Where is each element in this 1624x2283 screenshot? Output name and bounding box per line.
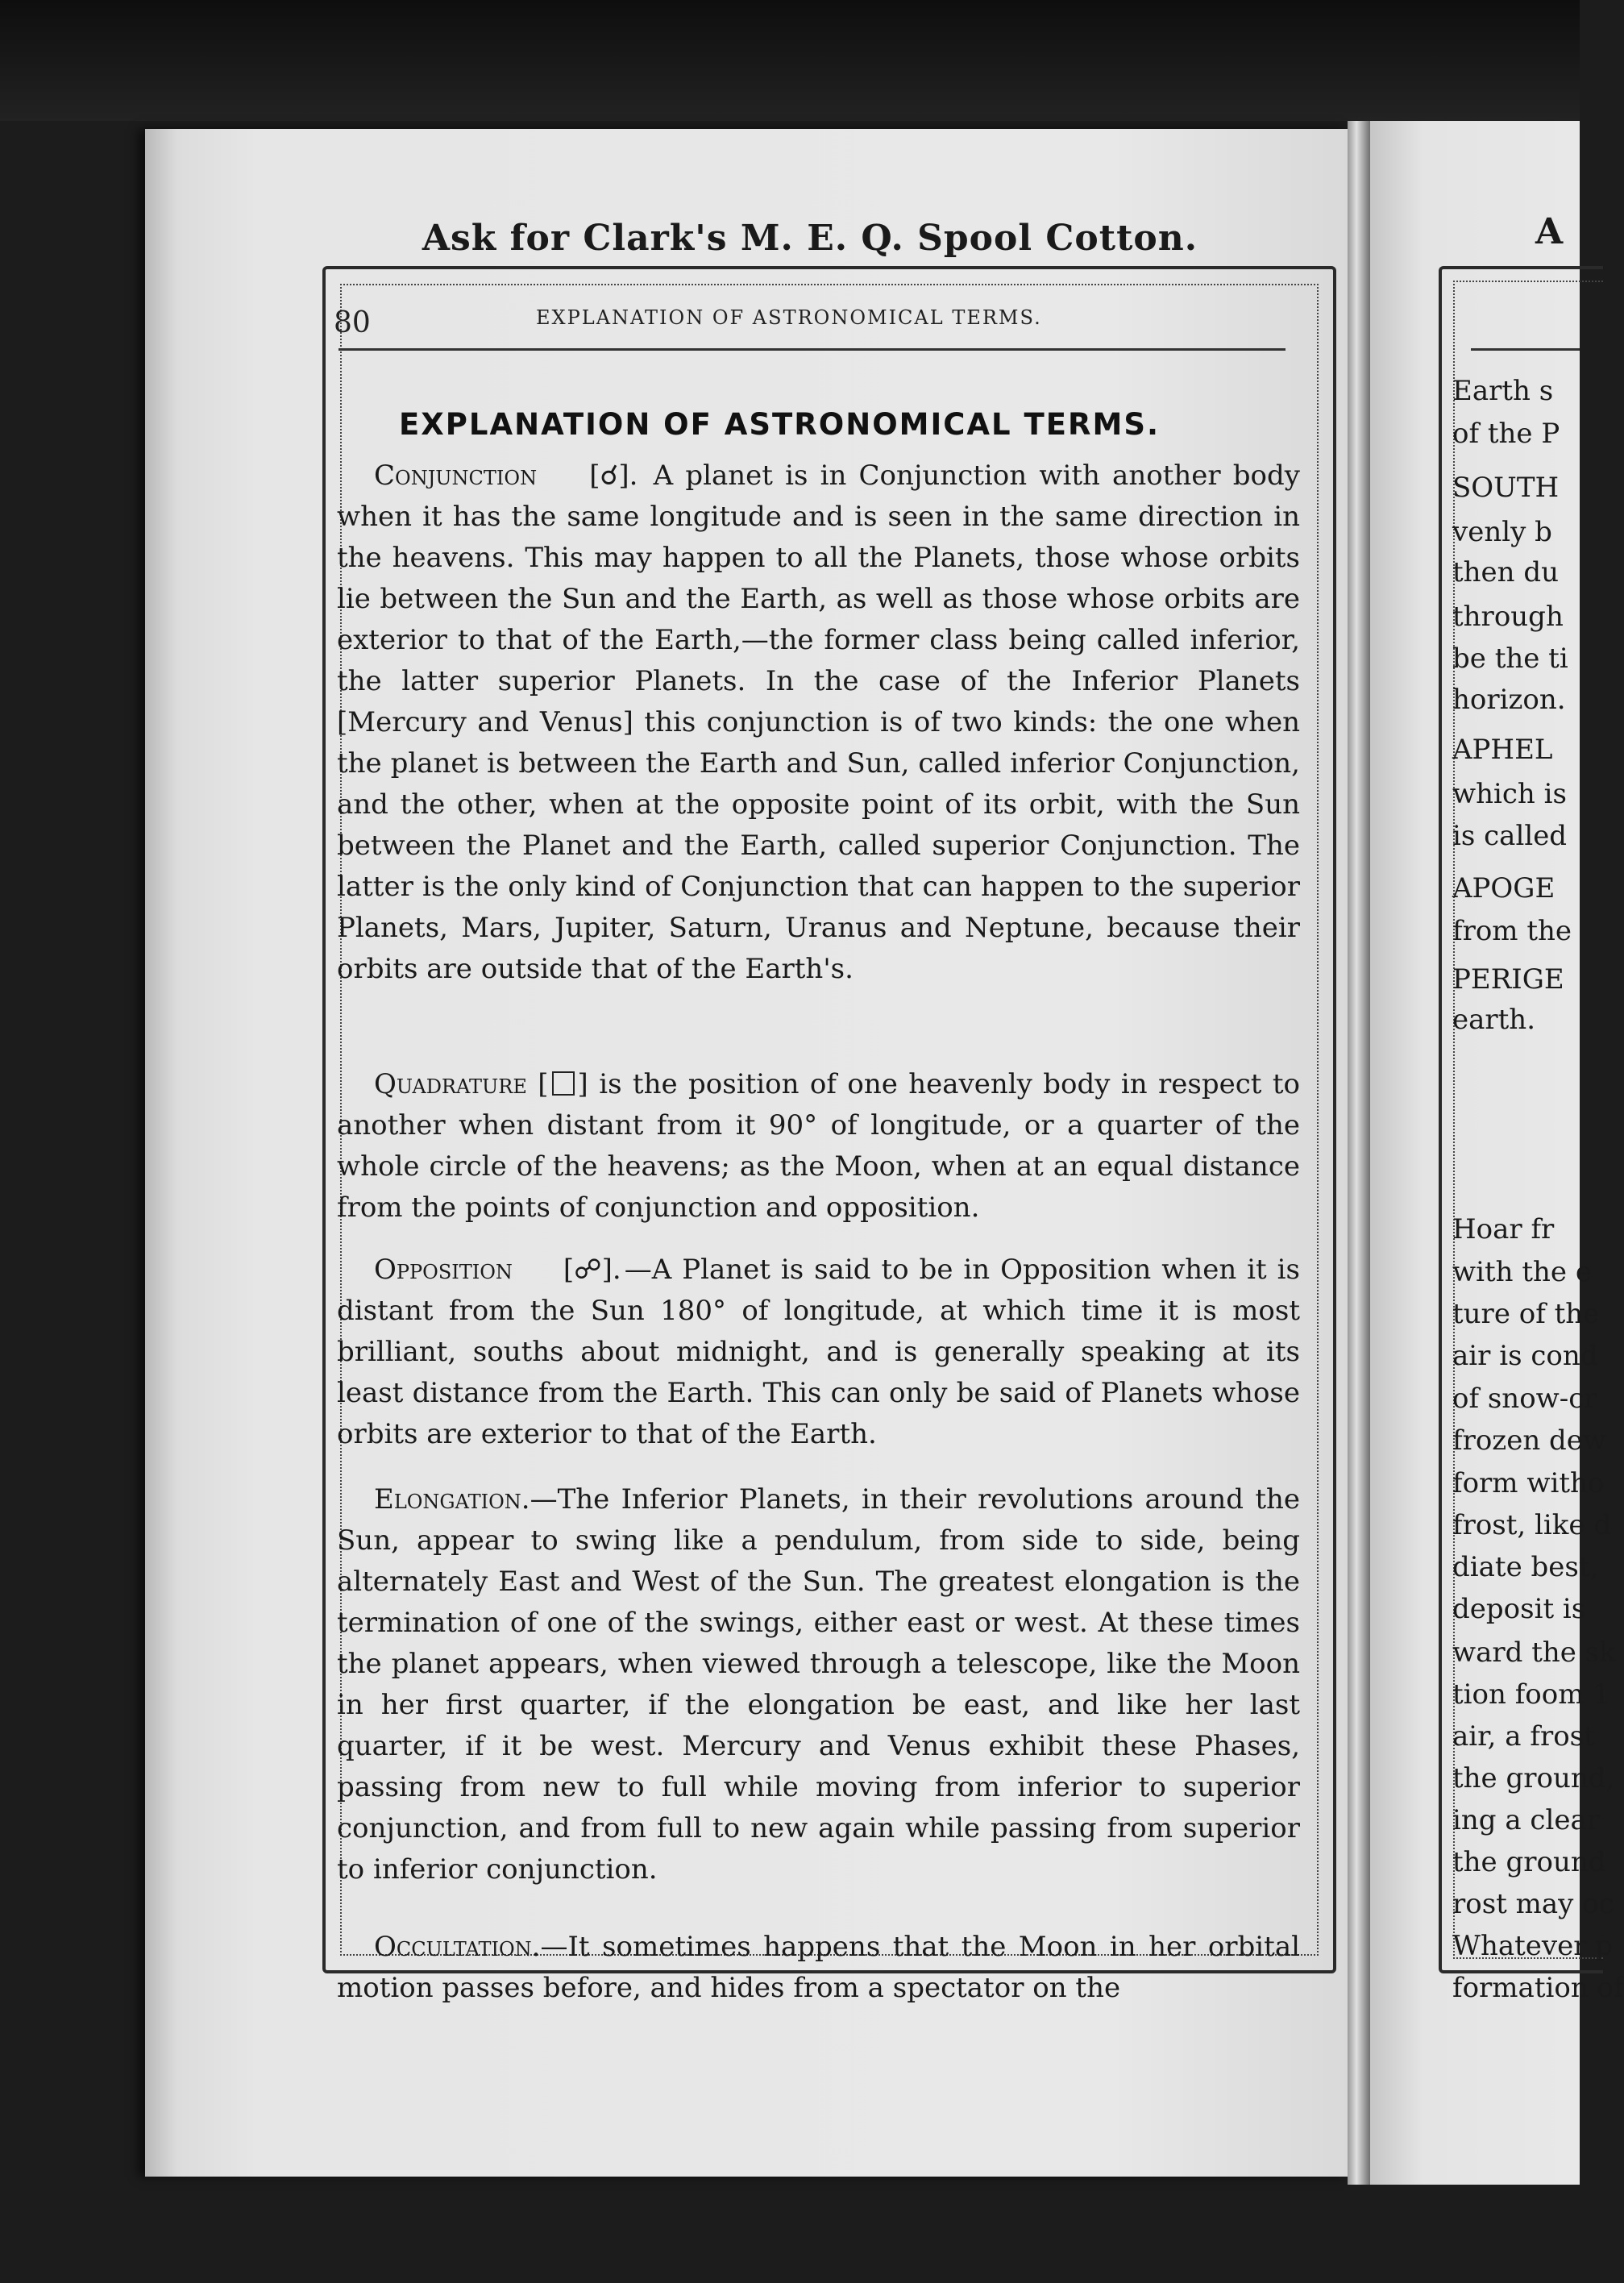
right-page-rule (1471, 348, 1580, 351)
right-page-line: Hoar fr (1452, 1213, 1555, 1245)
right-page-line: tion foom 1 (1452, 1678, 1610, 1711)
bracket-close: ] (577, 1068, 588, 1100)
advertisement-header: Ask for Clark's M. E. Q. Spool Cotton. (422, 218, 1198, 259)
right-page-line: Whatever p (1452, 1930, 1614, 1962)
right-page-line: be the ti (1452, 642, 1568, 675)
term-conjunction: Conjunction (374, 460, 538, 492)
paragraph-quadrature (337, 1064, 1300, 1229)
bracket-open: [ (538, 1068, 549, 1100)
paragraph-text: A planet is in Conjunction with another body when it has the same longitude and is seen in the same direction in the heavens. This may happen to all the Planets, those whose orbits lie between the Sun and the Earth, as well as those whose orbits are exterior to that of the Earth,—the former class being called inferior, the latter superior Planets. In the case of the Inferior Planets [Mercury and Venus] this conjunction is of two kinds: the one when the planet is between the Earth and Sun, called inferior Conjunction, and the other, when at the opposite point of its orbit, with the Sun between the Planet and the Earth, called superior Conjunction. The latter is the only kind of Conjunction that can happen to the superior Planets, Mars, Jupiter, Saturn, Uranus and Neptune, because their orbits are outside that of the Earth's. (337, 460, 1300, 985)
paragraph-text: is the position of one heavenly body in respect to another when distant from it 90° of longitude, or a quarter of the whole circle of the heavens; as the Moon, when at an equal distance from the points of conjunction and opposition. (337, 1068, 1300, 1224)
conjunction-symbol: [☌]. (589, 460, 638, 492)
paragraph-text: —The Inferior Planets, in their revolutions around the Sun, appear to swing like a pendulum, from side to side, being alternately East and West of the Sun. The greatest elongation is the termination of one of the swings, either east or west. At these times the planet appears, when viewed through a telescope, like the Moon in her first quarter, if the elongation be east, and like her last quarter, if it be west. Mercury and Venus exhibit these Phases, passing from new to full while moving from inferior to superior conjunction, and from full to new again while passing from superior to inferior conjunction. (337, 1483, 1300, 1886)
running-head: EXPLANATION OF ASTRONOMICAL TERMS. (536, 306, 1042, 329)
right-page-line: earth. (1452, 1004, 1536, 1036)
right-page-line: frozen dew (1452, 1424, 1607, 1457)
paragraph-occultation (337, 1927, 1300, 2009)
term-quadrature: Quadrature (374, 1068, 527, 1100)
right-page-line: the ground, (1452, 1762, 1615, 1794)
quadrature-symbol (552, 1071, 575, 1096)
right-page-line: with the e (1452, 1256, 1592, 1288)
paragraph-elongation (337, 1479, 1300, 1890)
paragraph-opposition (337, 1250, 1300, 1455)
right-page-line: APOGE (1452, 872, 1555, 904)
page-number: 80 (334, 306, 371, 339)
right-page-line: of snow-cr (1452, 1383, 1597, 1415)
right-page-line: air is cond (1452, 1340, 1598, 1372)
right-page-line: air, a frost (1452, 1720, 1595, 1753)
right-page-line: horizon. (1452, 684, 1566, 716)
background-top (0, 0, 1580, 121)
header-rule (339, 348, 1285, 351)
right-page-line: from the (1452, 915, 1572, 947)
term-occultation: Occultation. (374, 1931, 541, 1963)
right-page-line: ture of the (1452, 1298, 1600, 1330)
right-page-line: then du (1452, 556, 1560, 588)
page-title: EXPLANATION OF ASTRONOMICAL TERMS. (399, 407, 1161, 442)
right-page-line: form witho (1452, 1467, 1605, 1499)
right-page-line: SOUTH (1452, 472, 1560, 504)
right-page-line: of the P (1452, 418, 1560, 450)
paragraph-text: —A Planet is said to be in Opposition when it is distant from the Sun 180° of longitude, at which time it is most brilliant, souths about midnight, and is generally speaking at its least distance from the Earth. This can only be said of Planets whose orbits are exterior to that of the Earth. (337, 1254, 1301, 1450)
right-page-line: formation of (1452, 1972, 1624, 2004)
term-opposition: Opposition (374, 1254, 513, 1286)
right-page-line: deposit is (1452, 1593, 1586, 1625)
opposition-symbol: [☍]. (563, 1254, 621, 1286)
right-page-line: is called (1452, 820, 1568, 852)
right-page-line: the ground (1452, 1846, 1606, 1878)
right-page-line: PERIGE (1452, 963, 1564, 996)
right-page-line: through (1452, 601, 1564, 633)
right-page-line: venly b (1452, 516, 1552, 548)
right-page-line: Earth s (1452, 375, 1554, 407)
right-page-line: APHEL (1452, 734, 1553, 766)
paragraph-conjunction (337, 455, 1300, 990)
right-page-line: diate best, (1452, 1551, 1599, 1583)
paragraph-text: —It sometimes happens that the Moon in her orbital motion passes before, and hides from a spectator on the (337, 1931, 1300, 2004)
right-page-line: rost may oc (1452, 1888, 1614, 1920)
right-page-line: frost, like d (1452, 1509, 1612, 1541)
right-page-advert-fragment: A (1535, 211, 1564, 252)
right-page-line: ing a clear (1452, 1804, 1600, 1836)
term-elongation: Elongation. (374, 1483, 530, 1516)
right-page-line: ward the sk (1452, 1636, 1616, 1669)
right-page-line: which is (1452, 778, 1567, 810)
book-spine (1348, 121, 1370, 2185)
